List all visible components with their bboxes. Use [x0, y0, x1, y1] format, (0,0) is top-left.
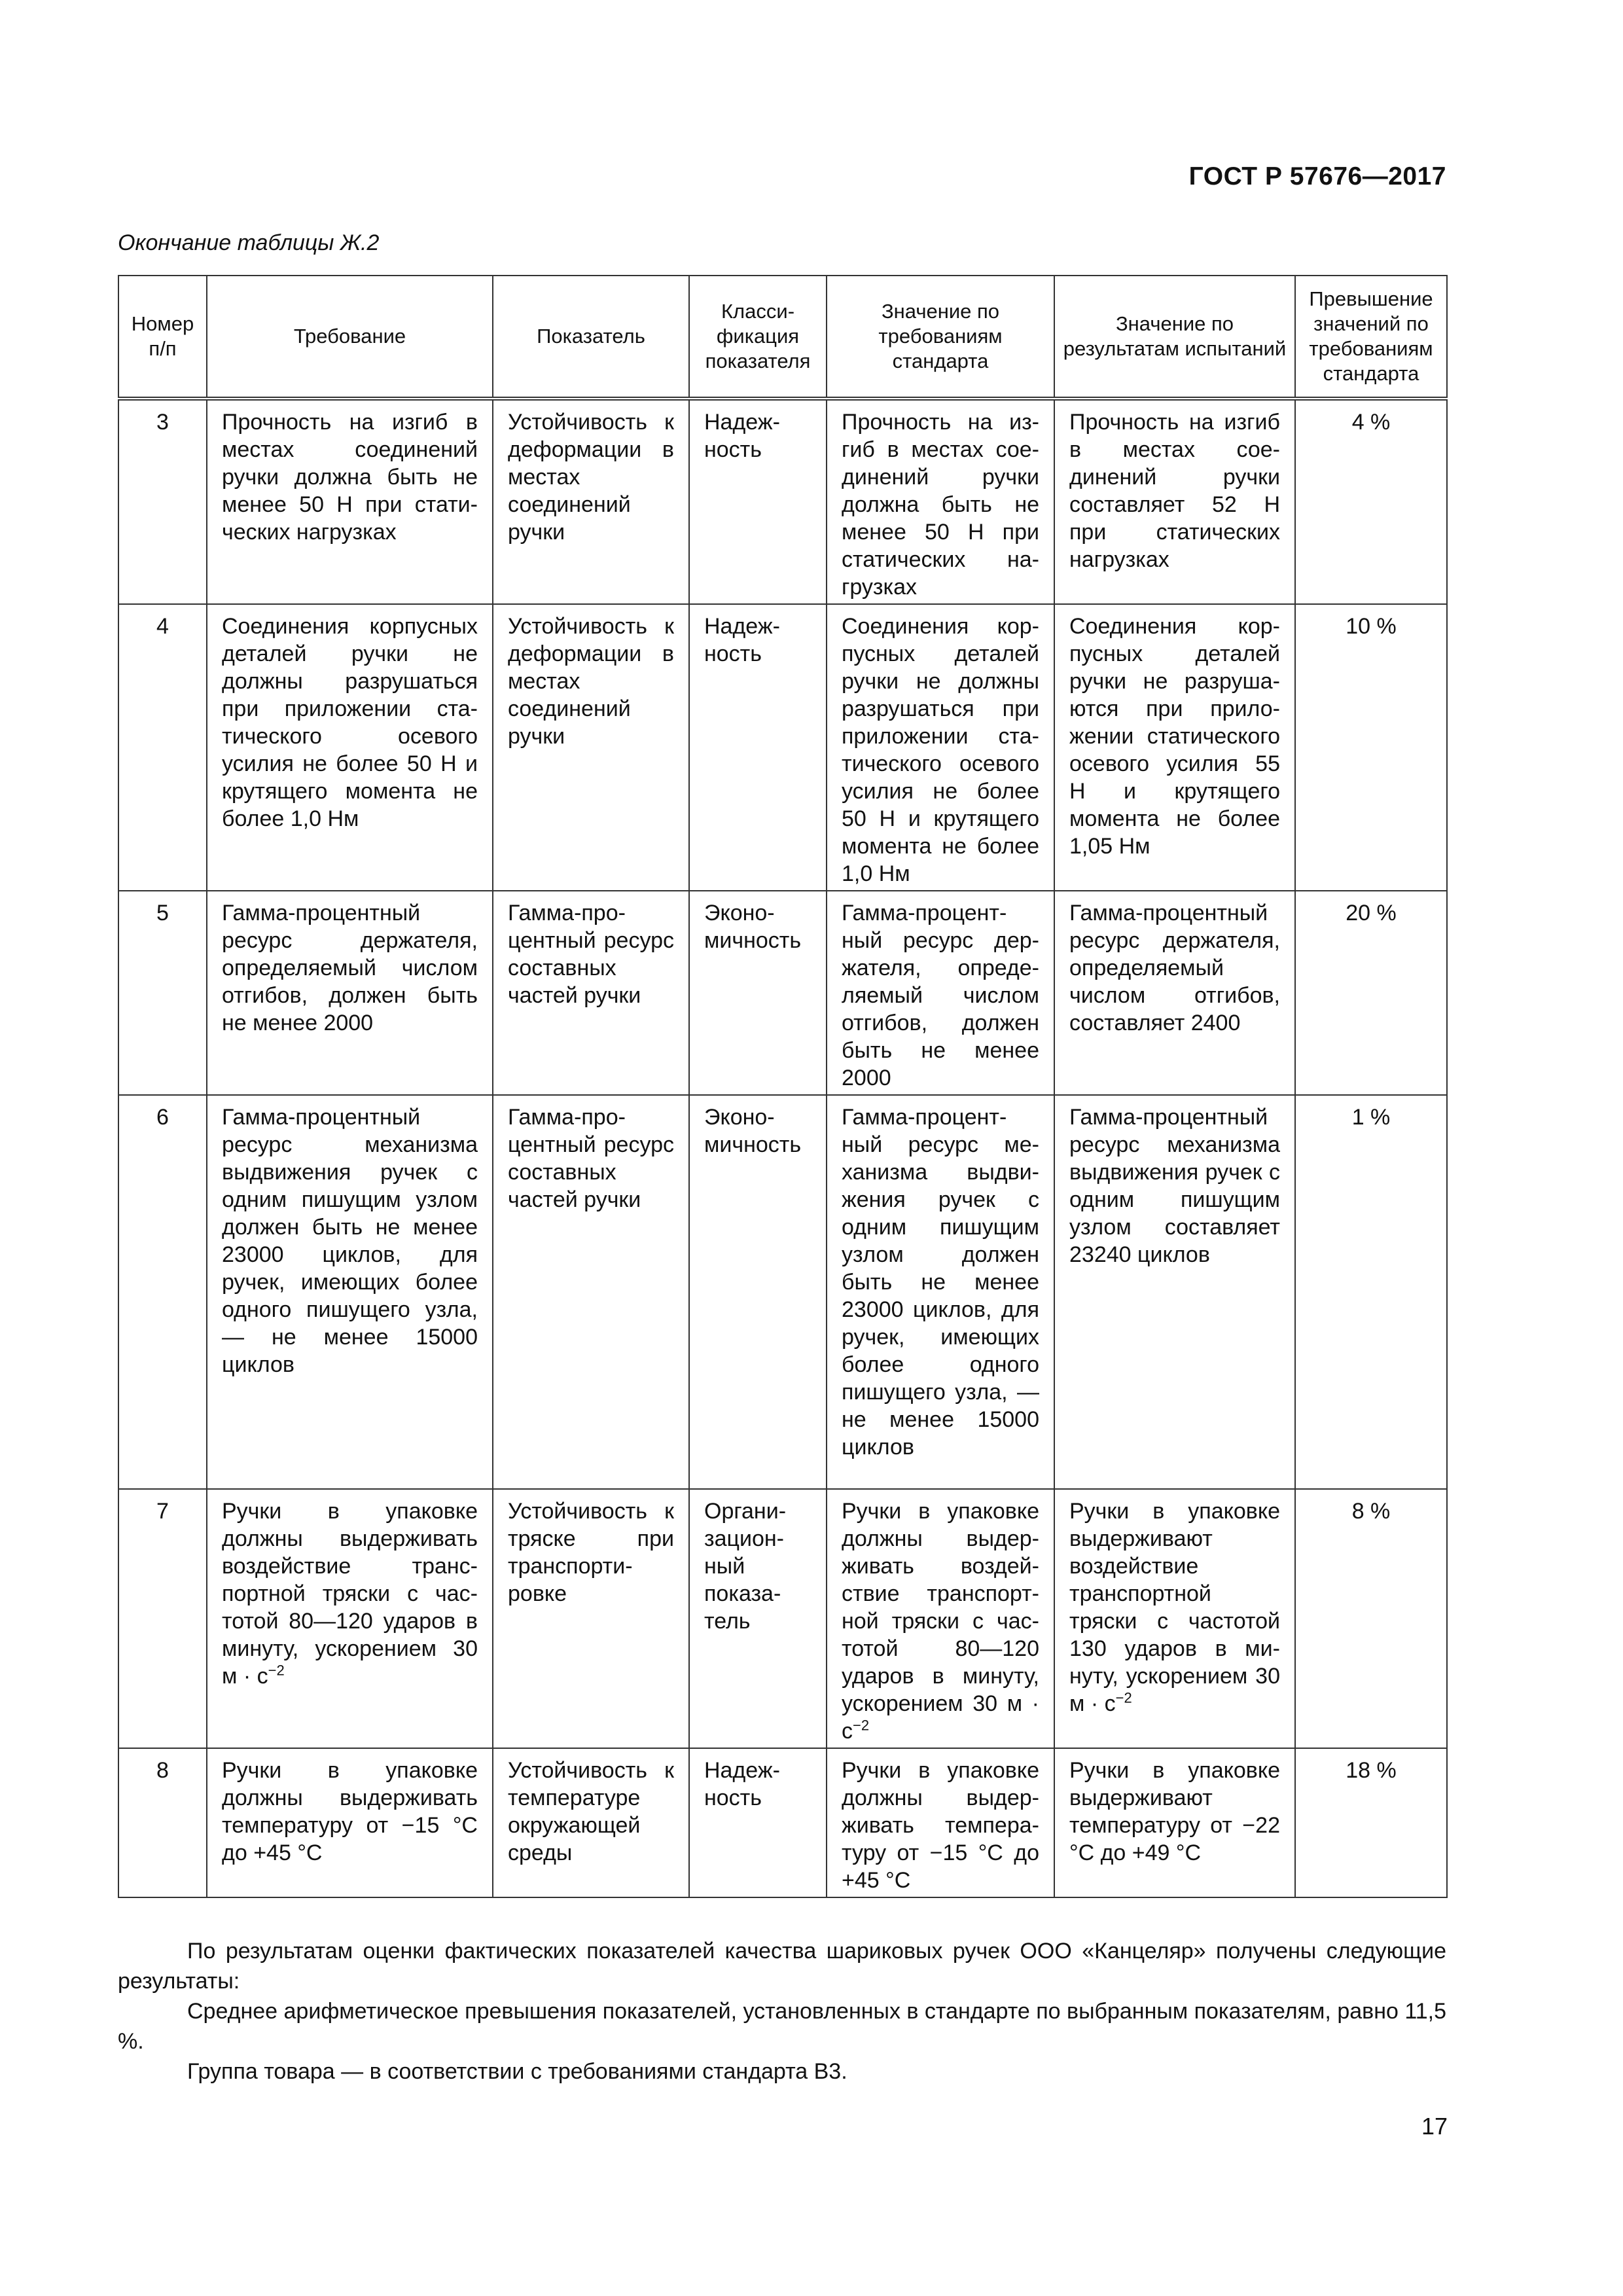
column-header-excess: Превышение значений по требованиям стандарта	[1295, 276, 1447, 399]
cell-excess: 8 %	[1295, 1489, 1447, 1748]
paragraph: По результатам оценки фактических показателей качества шариковых ручек ООО «Канцеляр» получены следующие результаты:	[118, 1939, 1446, 1994]
paragraph: Группа товара — в соответствии с требованиями стандарта В3.	[187, 2059, 847, 2084]
cell-classification: Надежность	[689, 399, 827, 604]
cell-indicator: Устойчивость к тряске при транспортировке	[493, 1489, 689, 1748]
cell-classification: Организационный показатель	[689, 1489, 827, 1748]
cell-standard-value: Ручки в упаковке должны выдерживать температуру от −15 °С до +45 °С	[827, 1748, 1054, 1897]
cell-excess: 20 %	[1295, 891, 1447, 1095]
cell-indicator: Гамма-процентный ресурс составных частей ручки	[493, 891, 689, 1095]
cell-number: 5	[118, 891, 207, 1095]
table-row	[118, 604, 1447, 891]
cell-requirement: Прочность на изгиб в местах соединений ручки должна быть не менее 50 Н при статических нагрузках	[207, 399, 493, 604]
table-header-row	[118, 276, 1447, 399]
standard-value-text: Ручки в упаковке должны выдерживать воздействие транспортной тряски с частотой 80—120 ударов в минуту, ускорением 30 м · с	[842, 1499, 1039, 1744]
table-row	[118, 1748, 1447, 1897]
cell-number: 3	[118, 399, 207, 604]
exponent: −2	[268, 1662, 285, 1679]
column-header-number: Номер п/п	[118, 276, 207, 399]
cell-excess: 1 %	[1295, 1095, 1447, 1489]
cell-number: 6	[118, 1095, 207, 1489]
cell-indicator: Устойчивость к температуре окружающей среды	[493, 1748, 689, 1897]
cell-excess: 18 %	[1295, 1748, 1447, 1897]
cell-number: 7	[118, 1489, 207, 1748]
table-row	[118, 399, 1447, 604]
conclusion-text	[118, 1936, 1446, 2087]
exponent: −2	[853, 1717, 870, 1734]
cell-requirement: Гамма-процентный ресурс механизма выдвижения ручек с одним пишущим узлом должен быть не менее 23000 циклов, для ручек, имеющих более одного пишущего узла, — не менее 15000 циклов	[207, 1095, 493, 1489]
cell-requirement: Соединения корпусных деталей ручки не должны разрушаться при приложении статического осевого усилия не более 50 Н и крутящего момента не более 1,0 Нм	[207, 604, 493, 891]
document-code: ГОСТ Р 57676—2017	[1188, 162, 1446, 190]
cell-indicator: Устойчивость к деформации в местах соединений ручки	[493, 399, 689, 604]
cell-test-value: Гамма-процентный ресурс держателя, определяемый числом отгибов, составляет 2400	[1054, 891, 1295, 1095]
table-row	[118, 1489, 1447, 1748]
cell-classification: Экономичность	[689, 891, 827, 1095]
cell-standard-value: Гамма-процентный ресурс механизма выдвижения ручек с одним пишущим узлом должен быть не менее 23000 циклов, для ручек, имеющих более одного пишущего узла, — не менее 15000 циклов	[827, 1095, 1054, 1489]
cell-indicator: Гамма-процентный ресурс составных частей ручки	[493, 1095, 689, 1489]
cell-classification: Экономичность	[689, 1095, 827, 1489]
cell-requirement	[207, 1489, 493, 1748]
cell-test-value	[1054, 1489, 1295, 1748]
cell-requirement: Ручки в упаковке должны выдерживать температуру от −15 °С до +45 °С	[207, 1748, 493, 1897]
cell-test-value: Ручки в упаковке выдерживают температуру от −22 °С до +49 °С	[1054, 1748, 1295, 1897]
requirement-text: Ручки в упаковке должны выдерживать воздействие транспортной тряски с частотой 80—120 ударов в минуту, ускорением 30 м · с	[222, 1499, 478, 1689]
table-row	[118, 1095, 1447, 1489]
cell-test-value: Прочность на изгиб в местах соединений ручки составляет 52 Н при статических нагрузках	[1054, 399, 1295, 604]
cell-standard-value: Соединения корпусных деталей ручки не должны разрушаться при приложении статического осевого усилия не более 50 Н и крутящего момента не более 1,0 Нм	[827, 604, 1054, 891]
column-header-test-value: Значение по результатам испытаний	[1054, 276, 1295, 399]
cell-standard-value: Гамма-процентный ресурс держателя, определяемый числом отгибов, должен быть не менее 2000	[827, 891, 1054, 1095]
page-number: 17	[1421, 2113, 1448, 2140]
requirements-table	[118, 275, 1448, 1898]
column-header-requirement: Требование	[207, 276, 493, 399]
cell-test-value: Гамма-процентный ресурс механизма выдвижения ручек с одним пишущим узлом составляет 23240 циклов	[1054, 1095, 1295, 1489]
cell-number: 8	[118, 1748, 207, 1897]
cell-indicator: Устойчивость к деформации в местах соединений ручки	[493, 604, 689, 891]
cell-classification: Надежность	[689, 604, 827, 891]
cell-requirement: Гамма-процентный ресурс держателя, определяемый числом отгибов, должен быть не менее 2000	[207, 891, 493, 1095]
table-caption: Окончание таблицы Ж.2	[118, 230, 380, 255]
column-header-standard-value: Значение по требованиям стандарта	[827, 276, 1054, 399]
column-header-indicator: Показатель	[493, 276, 689, 399]
cell-excess: 10 %	[1295, 604, 1447, 891]
exponent: −2	[1115, 1689, 1132, 1706]
cell-standard-value: Прочность на изгиб в местах соединений ручки должна быть не менее 50 Н при статических нагрузках	[827, 399, 1054, 604]
cell-number: 4	[118, 604, 207, 891]
cell-test-value: Соединения корпусных деталей ручки не разрушаются при приложении статического осевого усилия 55 Н и крутящего момента не более 1,05 Нм	[1054, 604, 1295, 891]
paragraph: Среднее арифметическое превышения показателей, установленных в стандарте по выбранным показателям, равно 11,5 %.	[118, 1999, 1446, 2054]
cell-classification: Надежность	[689, 1748, 827, 1897]
cell-excess: 4 %	[1295, 399, 1447, 604]
cell-standard-value	[827, 1489, 1054, 1748]
test-value-text: Ручки в упаковке выдерживают воздействие транспортной тряски с частотой 130 ударов в минуту, ускорением 30 м · с	[1069, 1499, 1280, 1716]
column-header-classification: Класси-фикация показателя	[689, 276, 827, 399]
table-row	[118, 891, 1447, 1095]
